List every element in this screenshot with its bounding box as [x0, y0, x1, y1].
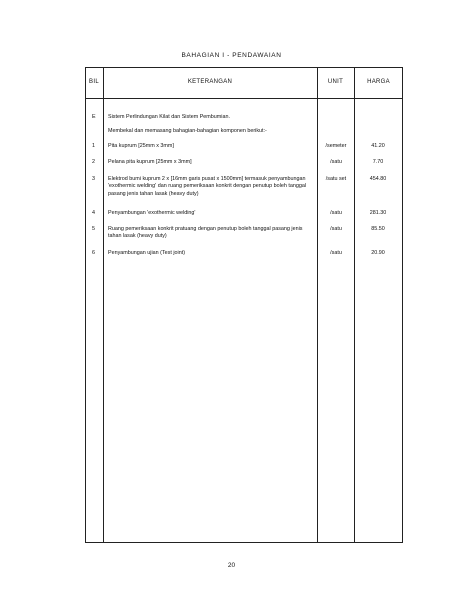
- item-description: Ruang pemeriksaan konkrit pratuang dengan penutup boleh tanggal pasang jenis tahan lasak (heavy duty): [108, 226, 303, 240]
- item-unit: /satu: [330, 210, 342, 216]
- item-number: 3: [92, 176, 95, 182]
- item-description: Penyambungan ujian (Test joint): [108, 250, 186, 256]
- item-description: Pita kuprum [25mm x 3mm]: [108, 143, 174, 149]
- item-price: 85.50: [371, 226, 385, 232]
- item-unit: /satu: [330, 250, 342, 256]
- header-keterangan: KETERANGAN: [187, 79, 233, 85]
- section-letter: E: [92, 114, 96, 120]
- item-number: 6: [92, 250, 95, 256]
- item-description: Elektrod bumi kuprum 2 x [16mm garis pusat x 1500mm] termasuk penyambungan 'exothermic welding' dan ruang pemeriksaan konkrit dengan penutup boleh tanggal pasang jenis tahan lasak (heavy duty): [108, 176, 307, 197]
- item-price: 20.90: [371, 250, 385, 256]
- header-unit: UNIT: [327, 79, 344, 85]
- column-divider-unit: [354, 67, 355, 543]
- price-table: [85, 67, 403, 543]
- item-description: Penyambungan 'exothermic welding': [108, 210, 196, 216]
- item-price: 41.20: [371, 143, 385, 149]
- item-price: 7.70: [372, 159, 384, 165]
- column-divider-keterangan: [317, 67, 318, 543]
- item-unit: /satu: [330, 159, 342, 165]
- section-intro: Membekal dan memasang bahagian-bahagian komponen berikut:-: [108, 128, 267, 134]
- header-divider: [85, 98, 403, 99]
- item-description: Pelana pita kuprum [25mm x 3mm]: [108, 159, 192, 165]
- header-bil: BIL: [89, 79, 99, 85]
- column-divider-bil: [103, 67, 104, 543]
- section-title: Sistem Perlindungan Kilat dan Sistem Pembumian.: [108, 114, 230, 120]
- item-unit: /satu: [330, 226, 342, 232]
- item-number: 2: [92, 159, 95, 165]
- page-number: 20: [227, 562, 236, 569]
- item-price: 281.30: [369, 210, 387, 216]
- item-unit: /semeter: [325, 143, 347, 149]
- header-harga: HARGA: [367, 79, 390, 85]
- item-unit: /satu set: [325, 176, 347, 182]
- item-number: 4: [92, 210, 95, 216]
- item-number: 1: [92, 143, 95, 149]
- item-number: 5: [92, 226, 95, 232]
- page-title: BAHAGIAN I - PENDAWAIAN: [181, 52, 282, 59]
- item-price: 454.80: [369, 176, 387, 182]
